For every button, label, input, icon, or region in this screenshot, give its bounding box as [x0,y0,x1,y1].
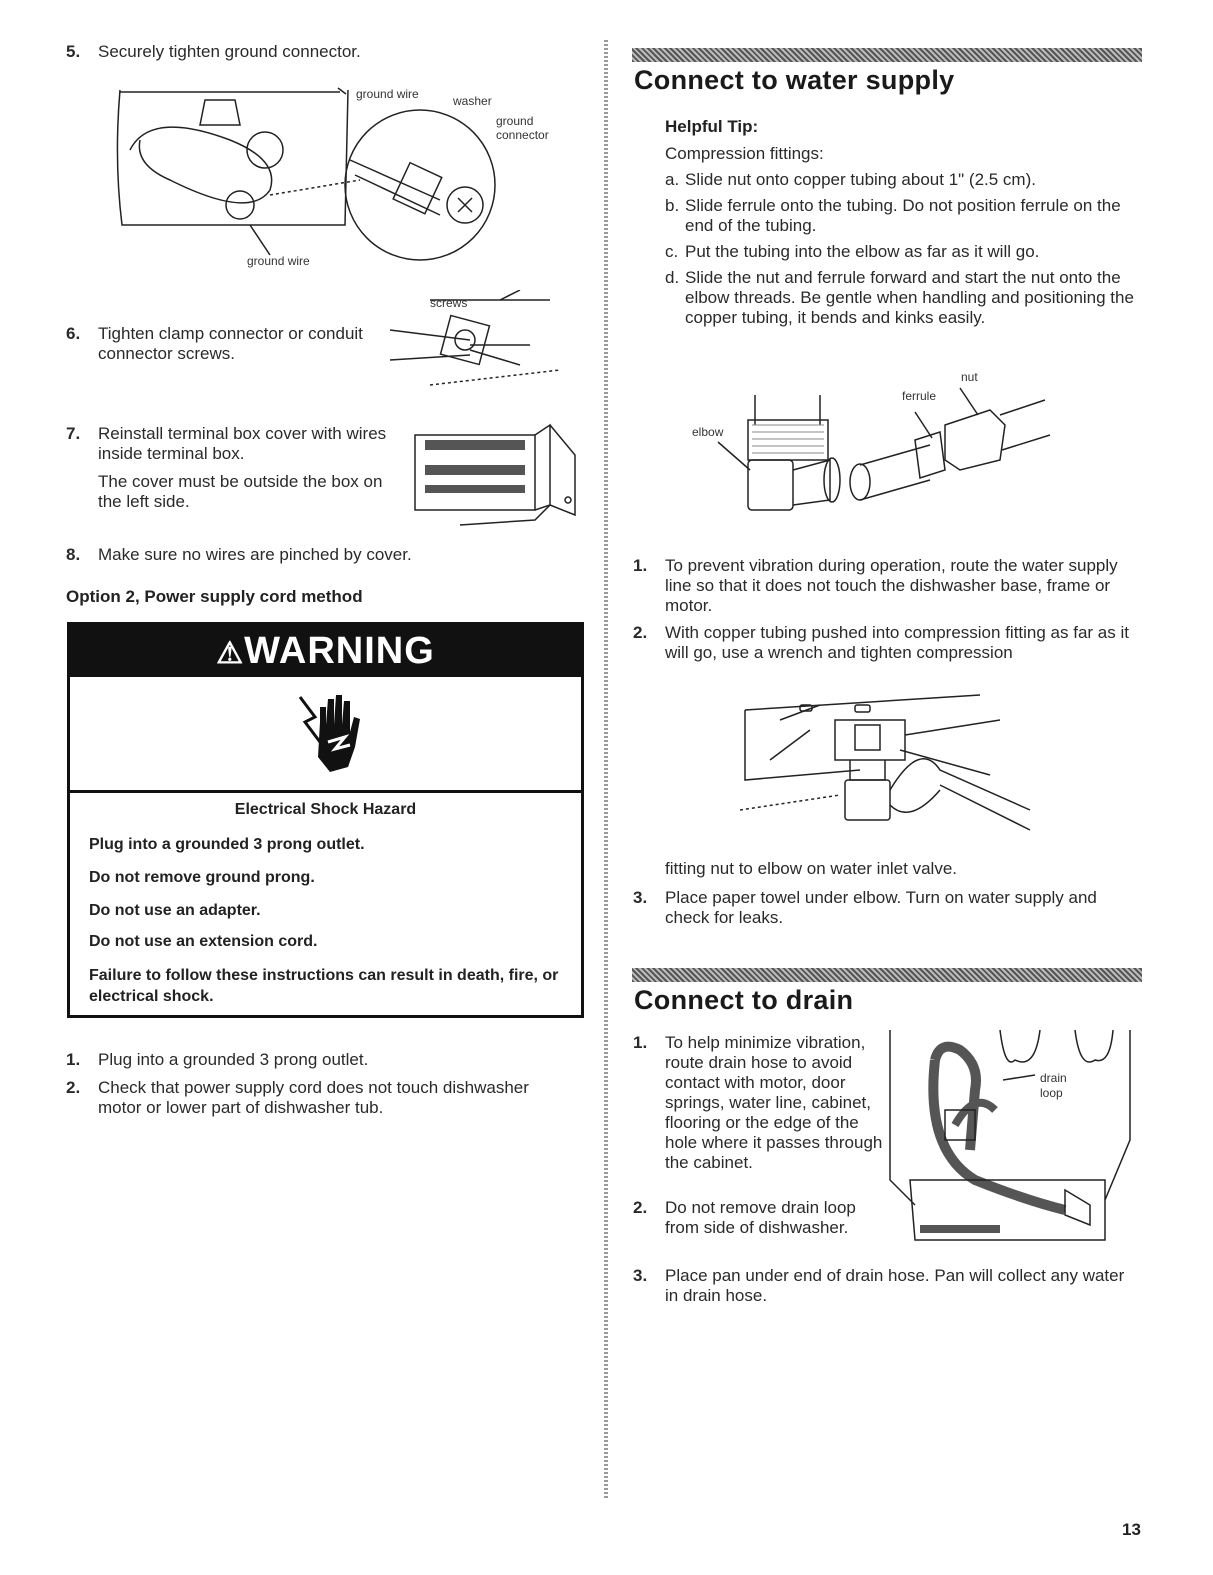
step-number: 8. [66,545,81,564]
ground-connector-illustration [110,80,580,280]
step-note: The cover must be outside the box on the left side. [98,472,383,511]
drain-step-2 [633,1198,868,1238]
step-text: Place pan under end of drain hose. Pan will collect any water in drain hose. [665,1266,1125,1305]
step-number: 7. [66,424,81,443]
compression-fitting-illustration [700,370,1060,520]
label-nut: nut [961,370,978,384]
warning-triangle-icon: ⚠ [216,637,245,670]
step-5 [66,42,586,62]
label-screws: screws [430,296,468,310]
warning-line: Do not remove ground prong. [89,869,315,886]
cord-step-2 [66,1078,546,1118]
step-number: 3. [633,1266,648,1285]
drain-loop-illustration [885,1030,1135,1255]
helpful-tip-title: Helpful Tip: [665,117,759,136]
label-ground-connector: ground connector [496,114,549,142]
water-step-3 [633,888,1138,928]
section-bar [632,48,1142,62]
step-text: Securely tighten ground connector. [98,42,361,61]
step-6 [66,324,366,364]
shock-icon-area [70,677,581,793]
step-8 [66,545,586,565]
step-letter: c. [665,242,679,261]
option-2-heading: Option 2, Power supply cord method [66,587,363,606]
step-number: 2. [633,1198,648,1217]
step-text: With copper tubing pushed into compression fitting as far as it will go, use a wrench and tighten compression [665,623,1129,662]
water-supply-heading: Connect to water supply [634,65,955,95]
step-text: Slide nut onto copper tubing about 1" (2.5 cm). [685,170,1036,189]
label-elbow: elbow [692,425,724,439]
column-divider [604,40,608,1500]
drain-step-3 [633,1266,1138,1306]
warning-line: Do not use an adapter. [89,902,261,919]
drain-step-1 [633,1033,888,1173]
step-text: Place paper towel under elbow. Turn on water supply and check for leaks. [665,888,1097,927]
step-letter: a. [665,170,680,189]
hazard-title: Electrical Shock Hazard [234,801,417,818]
conduit-screws-illustration [370,290,570,390]
label-ground-wire-bottom: ground wire [247,254,310,268]
step-number: 2. [66,1078,81,1097]
cord-step-1 [66,1050,586,1070]
tip-step-a [665,170,1135,190]
step-text: Plug into a grounded 3 prong outlet. [98,1050,369,1069]
warning-header [70,625,581,677]
water-step-2 [633,623,1138,663]
label-drain-loop: drain loop [1040,1071,1067,1100]
step-text: Tighten clamp connector or conduit connector screws. [98,324,363,363]
step-text: Make sure no wires are pinched by cover. [98,545,412,564]
step-text: Do not remove drain loop from side of dishwasher. [665,1198,856,1237]
label-ground-wire-top: ground wire [356,87,419,101]
step-text: Slide the nut and ferrule forward and start the nut onto the elbow threads. Be gentle when handling and positioning the copper tubing, it bends and kinks easily. [685,268,1134,327]
warning-line: Do not use an extension cord. [89,933,318,950]
step-text: Check that power supply cord does not touch dishwasher motor or lower part of dishwasher tub. [98,1078,529,1117]
step-number: 1. [633,556,648,575]
step-number: 5. [66,42,81,61]
step-letter: d. [665,268,680,287]
step-number: 3. [633,888,648,907]
step-text: Reinstall terminal box cover with wires inside terminal box. [98,424,387,463]
wrench-tightening-illustration [740,690,1040,850]
step-letter: b. [665,196,680,215]
electric-shock-hand-icon [290,687,370,787]
step-text: Put the tubing into the elbow as far as it will go. [685,242,1040,261]
section-bar [632,968,1142,982]
water-step-2-continued: fitting nut to elbow on water inlet valve. [665,859,957,878]
tip-intro: Compression fittings: [665,144,824,163]
label-ferrule: ferrule [902,389,937,403]
step-text: To prevent vibration during operation, route the water supply line so that it does not touch the dishwasher base, frame or motor. [665,556,1118,615]
warning-title: WARNING [244,630,435,672]
step-7 [66,424,396,512]
water-step-1 [633,556,1138,616]
warning-line: Failure to follow these instructions can result in death, fire, or electrical shock. [89,967,559,1005]
step-text: To help minimize vibration, route drain hose to avoid contact with motor, door springs, water line, cabinet, flooring or the edge of the hole where it passes through the cabinet. [665,1033,883,1172]
step-number: 2. [633,623,648,642]
step-number: 1. [66,1050,81,1069]
page-number: 13 [1122,1520,1141,1539]
step-number: 6. [66,324,81,343]
label-washer: washer [453,94,492,108]
tip-step-d [665,268,1140,328]
tip-step-c [665,242,1135,262]
warning-box [67,622,584,1018]
step-text: Slide ferrule onto the tubing. Do not position ferrule on the end of the tubing. [685,196,1121,235]
tip-step-b [665,196,1135,236]
drain-heading: Connect to drain [634,985,854,1015]
terminal-box-cover-illustration [410,395,580,530]
warning-line: Plug into a grounded 3 prong outlet. [89,836,365,853]
step-number: 1. [633,1033,648,1052]
